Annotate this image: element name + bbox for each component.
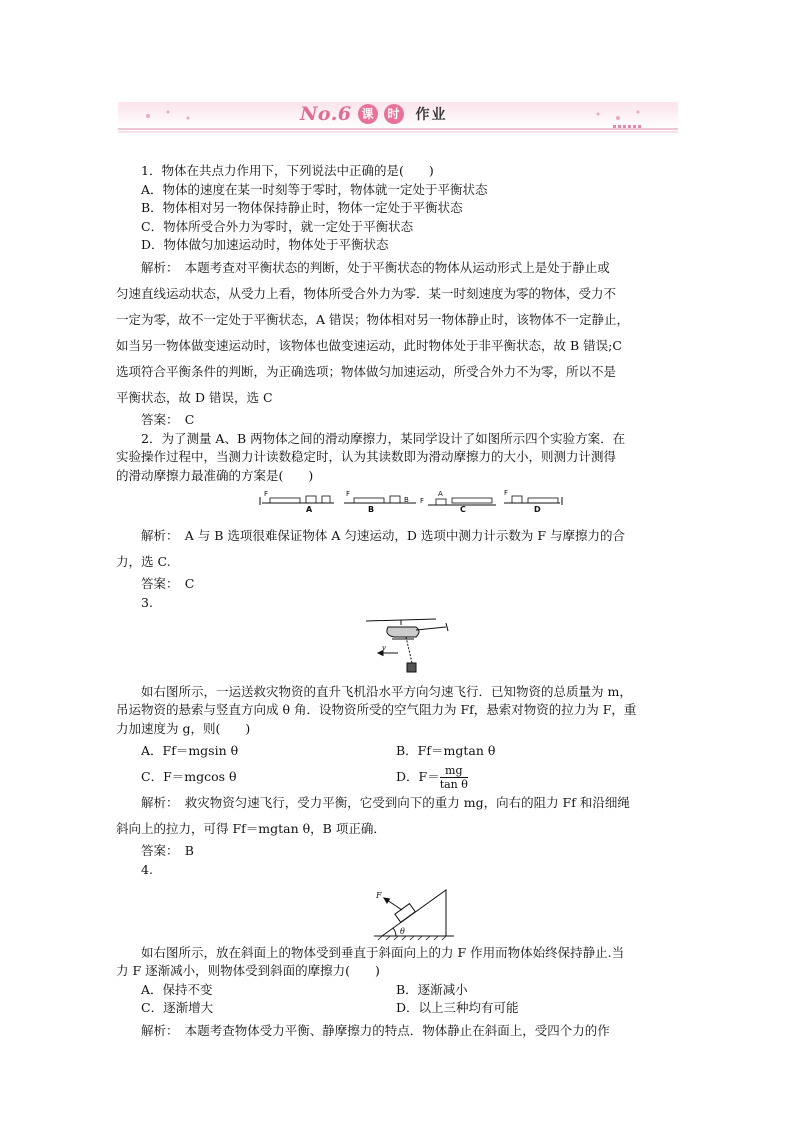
homework-label: 作业 bbox=[415, 107, 448, 123]
scheme-c-label: C bbox=[460, 505, 466, 515]
page-header bbox=[300, 103, 448, 125]
q3-option-a: A．Ff＝mgsin θ bbox=[141, 743, 239, 759]
q1-answer: 答案： C bbox=[141, 411, 195, 427]
scheme-c-force-label: F bbox=[420, 497, 425, 506]
q3-option-c: C．F＝mgcos θ bbox=[141, 769, 237, 785]
scheme-b-label: B bbox=[368, 505, 375, 515]
q1-analysis-line: 平衡状态，故 D 错误，选 C bbox=[116, 389, 273, 405]
ke-badge: 课 bbox=[358, 104, 378, 124]
q2-stem-line: 2．为了测量 A、B 两物体之间的滑动摩擦力，某同学设计了如图所示四个实验方案．在 bbox=[141, 430, 626, 446]
q1-analysis-line: 解析： 本题考查对平衡状态的判断，处于平衡状态的物体从运动形式上是处于静止或 bbox=[141, 259, 610, 275]
force-label: F bbox=[376, 890, 382, 900]
q3-stem-line: 如右图所示，一运送救灾物资的直升飞机沿水平方向匀速飞行．已知物资的总质量为 m， bbox=[141, 683, 632, 699]
q1-analysis-line: 一定为零，故不一定处于平衡状态，A 错误；物体相对另一物体静止时，该物体不一定静止， bbox=[116, 311, 630, 327]
q3-option-d bbox=[396, 764, 651, 790]
q2-stem-line: 实验操作过程中，当测力计读数稳定时，认为其读数即为滑动摩擦力的大小，则测力计测得 bbox=[116, 449, 617, 465]
lesson-number: No.6 bbox=[300, 103, 352, 125]
scheme-c-diagram bbox=[420, 490, 496, 514]
q4-stem-line: 力 F 逐渐减小，则物体受到斜面的摩擦力( ) bbox=[116, 963, 380, 979]
scheme-a-diagram bbox=[260, 490, 334, 514]
scheme-d-label: D bbox=[534, 505, 541, 515]
rope bbox=[406, 637, 412, 663]
q3-stem-line: 吊运物资的悬索与竖直方向成 θ 角．设物资所受的空气阻力为 Ff，悬索对物资的拉力为 F，重 bbox=[116, 702, 637, 718]
q3-analysis-line: 解析： 救灾物资匀速飞行，受力平衡，它受到向下的重力 mg，向右的阻力 Ff 和沿细绳 bbox=[141, 795, 630, 811]
q1-stem: 1．物体在共点力作用下，下列说法中正确的是( ) bbox=[141, 163, 434, 178]
cargo bbox=[407, 663, 416, 672]
shi-badge: 时 bbox=[384, 104, 404, 124]
q3-answer: 答案： B bbox=[141, 843, 194, 859]
q4-analysis-line: 解析： 本题考查物体受力平衡、静摩擦力的特点．物体静止在斜面上，受四个力的作 bbox=[141, 1022, 610, 1038]
helicopter-body bbox=[387, 627, 419, 637]
q1-option-d: D．物体做匀加速运动时，物体处于平衡状态 bbox=[141, 237, 389, 253]
q4-stem-line: 如右图所示，放在斜面上的物体受到垂直于斜面向上的力 F 作用而物体始终保持静止.当 bbox=[141, 944, 625, 960]
velocity-label: v bbox=[382, 643, 386, 652]
scheme-b-diagram bbox=[344, 490, 416, 514]
fraction-denominator: tan θ bbox=[439, 778, 468, 792]
fraction-numerator: mg bbox=[440, 764, 468, 778]
scheme-c-block-label: A bbox=[438, 490, 443, 499]
angle-label: θ bbox=[400, 926, 405, 936]
q3-option-b: B．Ff＝mgtan θ bbox=[396, 743, 496, 759]
q4-option-b: B．逐渐减小 bbox=[396, 981, 468, 997]
scheme-d-diagram bbox=[504, 489, 562, 514]
scheme-d-force-label: F bbox=[504, 489, 509, 498]
q4-option-d: D．以上三种均有可能 bbox=[396, 1000, 519, 1016]
q4-number: 4. bbox=[141, 861, 153, 877]
incline-figure bbox=[116, 880, 682, 944]
q1-analysis-line: 如当另一物体做变速运动时，该物体也做变速运动，此时物体处于非平衡状态，故 B 错误;C bbox=[116, 337, 622, 353]
document-body bbox=[116, 162, 682, 1044]
helicopter-figure bbox=[116, 613, 682, 683]
q1-option-b: B．物体相对另一物体保持静止时，物体一定处于平衡状态 bbox=[141, 200, 463, 216]
q3-option-d-fraction bbox=[440, 764, 468, 791]
scheme-b-block-label: B bbox=[404, 496, 409, 505]
question-3 bbox=[116, 594, 682, 861]
q3-number: 3. bbox=[141, 594, 153, 610]
q2-stem-line: 的滑动摩擦力最准确的方案是( ) bbox=[116, 467, 314, 483]
q2-analysis-line: 解析： A 与 B 选项很难保证物体 A 匀速运动，D 选项中测力计示数为 F 与摩擦力的合 bbox=[141, 528, 625, 544]
friction-experiment-figure bbox=[116, 485, 682, 523]
q1-option-a: A．物体的速度在某一时刻等于零时，物体就一定处于平衡状态 bbox=[141, 181, 488, 197]
scheme-a-force-label: F bbox=[264, 490, 269, 499]
q1-option-c: C．物体所受合外力为零时，就一定处于平衡状态 bbox=[141, 218, 414, 234]
question-2 bbox=[116, 430, 682, 594]
q1-analysis-line: 选项符合平衡条件的判断，为正确选项；物体做匀加速运动，所受合外力不为零，所以不是 bbox=[116, 363, 617, 379]
q3-option-d-prefix: D．F＝ bbox=[396, 769, 440, 785]
q2-analysis-line: 力，选 C. bbox=[116, 554, 171, 570]
q2-answer: 答案： C bbox=[141, 576, 195, 592]
q4-option-a: A．保持不变 bbox=[141, 981, 213, 997]
q4-option-c: C．逐渐增大 bbox=[141, 1000, 214, 1016]
scheme-a-label: A bbox=[306, 505, 313, 515]
question-4 bbox=[116, 861, 682, 1044]
q1-analysis-line: 匀速直线运动状态，从受力上看，物体所受合外力为零．某一时刻速度为零的物体，受力不 bbox=[116, 285, 617, 301]
block bbox=[395, 903, 415, 922]
q3-analysis-line: 斜向上的拉力，可得 Ff＝mgtan θ，B 项正确． bbox=[116, 821, 386, 837]
q3-stem-line: 力加速度为 g，则( ) bbox=[116, 720, 251, 736]
scheme-b-force-label: F bbox=[346, 490, 351, 499]
question-1 bbox=[116, 162, 682, 430]
